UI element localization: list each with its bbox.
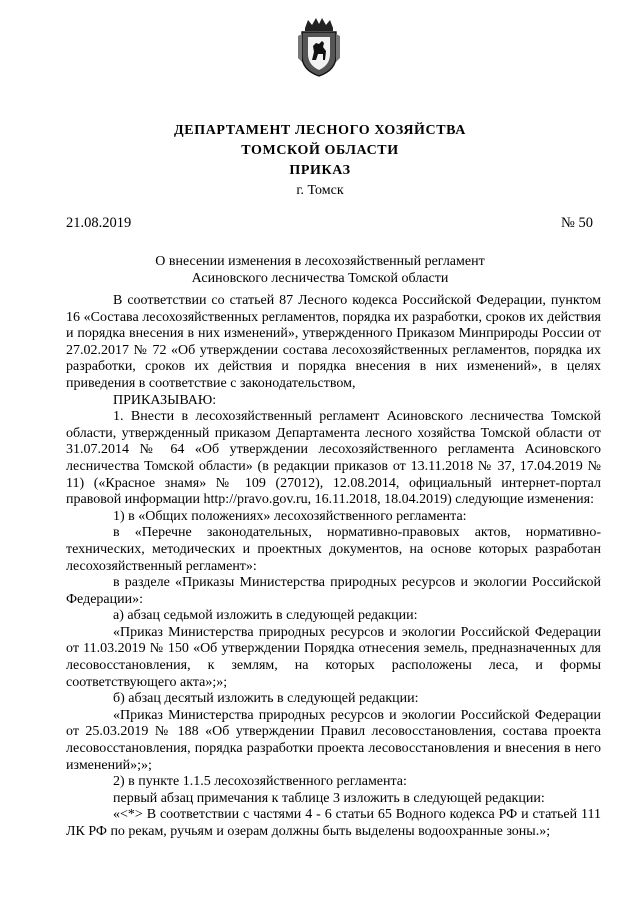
paragraph: 2) в пункте 1.1.5 лесохозяйственного регламента: [113, 774, 407, 790]
coat-of-arms-emblem [296, 16, 342, 78]
paragraph: б) абзац десятый изложить в следующей редакции: [113, 691, 419, 707]
paragraph: ПРИКАЗЫВАЮ: [113, 392, 217, 408]
document-number: № 50 [561, 215, 593, 231]
document-date: 21.08.2019 [66, 215, 132, 231]
paragraph: «Приказ Министерства природных ресурсов и экологии Российской Федерации от 11.03.2019 № 150 «Об утверждении Порядка отнесения земель, предназначенных для лесовосстановления, к землям, на которых расположены леса, и формы соответствующего акта»;»; [66, 624, 601, 690]
document-body [66, 293, 601, 841]
paragraph: в «Перечне законодательных, нормативно-правовых актов, нормативно-технических, методических и проектных документов, на основе которых разработан лесохозяйственный регламент»: [66, 525, 601, 574]
paragraph: «Приказ Министерства природных ресурсов и экологии Российской Федерации от 25.03.2019 № 188 «Об утверждении Правил лесовосстановления, состава проекта лесовосстановления, порядка разработки проекта лесовосстановления и внесения в него изменений»;»; [66, 707, 601, 773]
paragraph: В соответствии со статьей 87 Лесного кодекса Российской Федерации, пунктом 16 «Состава лесохозяйственных регламентов, порядка их разработки, сроков их действия и порядка внесения в них изменений», утвержденного Приказом Минприроды России от 27.02.2017 № 72 «Об утверждении состава лесохозяйственных регламентов, порядка их разработки, сроков их действия и порядка внесения в них изменений», в целях приведения в соответствие с законодательством, [66, 293, 601, 391]
department-name-line2: ТОМСКОЙ ОБЛАСТИ [241, 143, 399, 158]
paragraph: в разделе «Приказы Министерства природных ресурсов и экологии Российской Федерации»: [66, 575, 601, 607]
document-subject [0, 253, 640, 287]
paragraph: 1. Внести в лесохозяйственный регламент Асиновского лесничества Томской области, утвержденный приказом Департамента лесного хозяйства Томской области от 31.07.2014 № 64 «Об утверждении лесохозяйственного регламента Асиновского лесничества Томской области» (в редакции приказов от 13.11.2018 № 37, 17.04.2019 № 11) («Красное знамя» № 109 (27012), 12.08.2014, официальный интернет-портал правовой информации http://pravo.gov.ru, 16.11.2018, 18.04.2019) следующие изменения: [66, 409, 601, 508]
subject-line1: О внесении изменения в лесохозяйственный регламент [155, 254, 485, 269]
document-type: ПРИКАЗ [289, 163, 351, 178]
subject-line2: Асиновского лесничества Томской области [191, 271, 449, 286]
paragraph: «<*> В соответствии с частями 4 - 6 статьи 65 Водного кодекса РФ и статьей 111 ЛК РФ по рекам, ручьям и озерам должны быть выделены водоохранные зоны.»; [66, 807, 601, 839]
paragraph: первый абзац примечания к таблице 3 изложить в следующей редакции: [113, 790, 545, 806]
paragraph: а) абзац седьмой изложить в следующей редакции: [113, 608, 418, 624]
paragraph: 1) в «Общих положениях» лесохозяйственного регламента: [113, 508, 467, 524]
department-name-line1: ДЕПАРТАМЕНТ ЛЕСНОГО ХОЗЯЙСТВА [174, 123, 466, 138]
city: г. Томск [296, 183, 344, 198]
